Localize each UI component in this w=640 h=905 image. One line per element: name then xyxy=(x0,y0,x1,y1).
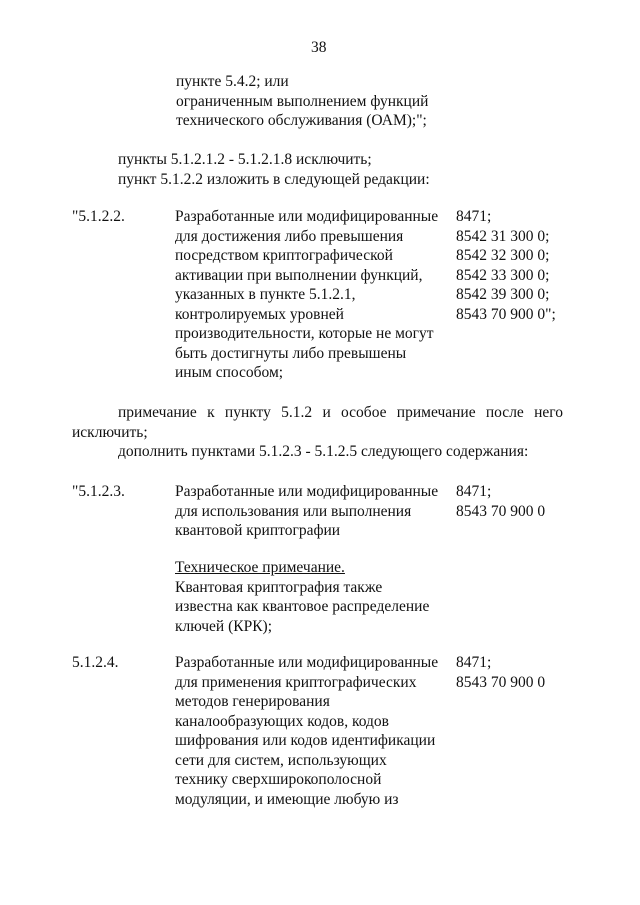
item-5122-codes xyxy=(456,207,556,324)
text-line: пункте 5.4.2; или xyxy=(176,73,289,90)
text-line: Разработанные или модифицированные xyxy=(175,208,439,225)
text-line: модуляции, и имеющие любую из xyxy=(175,790,399,808)
text-line: иным способом; xyxy=(175,364,284,381)
instructions-block-1 xyxy=(118,150,430,189)
code-line: 8471; xyxy=(456,208,492,225)
text-line: каналообразующих кодов, кодов xyxy=(175,712,389,730)
text-line: Разработанные или модифицированные xyxy=(175,483,439,500)
code-line: 8471; xyxy=(456,483,492,500)
code-line: 8543 70 900 0 xyxy=(456,502,546,520)
item-5123-codes xyxy=(456,482,545,521)
text-line: активации при выполнении функций, xyxy=(175,266,423,284)
text-line: квантовой криптографии xyxy=(175,522,341,539)
code-line: 8542 32 300 0; xyxy=(456,247,550,264)
item-5124-codes xyxy=(456,653,545,692)
instruction-line: исключить; xyxy=(72,423,148,441)
item-number-5124: 5.1.2.4. xyxy=(72,654,119,671)
text-line: для применения криптографических xyxy=(175,673,417,691)
instruction-line: примечание к пункту 5.1.2 и особое примечание после него xyxy=(118,404,563,421)
instruction-line: дополнить пунктами 5.1.2.3 - 5.1.2.5 следующего содержания: xyxy=(118,443,529,460)
text-line: шифрования или кодов идентификации xyxy=(175,732,436,749)
code-line: 8542 39 300 0; xyxy=(456,286,550,303)
code-line: 8542 33 300 0; xyxy=(456,266,550,284)
text-line: известна как квантовое распределение xyxy=(175,598,430,615)
technical-note-title: Техническое примечание. xyxy=(175,559,345,576)
item-5122-description xyxy=(175,207,438,383)
text-line: Разработанные или модифицированные xyxy=(175,654,439,671)
top-continuation xyxy=(176,72,428,131)
text-line: посредством криптографической xyxy=(175,247,393,264)
item-number-5123: "5.1.2.3. xyxy=(72,483,125,500)
code-line: 8471; xyxy=(456,654,492,671)
text-line: для достижения либо превышения xyxy=(175,227,404,245)
technical-note xyxy=(175,558,429,636)
item-5124-description xyxy=(175,653,438,809)
text-line: указанных в пункте 5.1.2.1, xyxy=(175,286,356,303)
instructions-block-2 xyxy=(72,403,563,462)
text-line: Квантовая криптография также xyxy=(175,578,383,596)
instruction-line: пункт 5.1.2.2 изложить в следующей редакции: xyxy=(118,170,430,188)
item-number-5122: "5.1.2.2. xyxy=(72,208,125,225)
text-line: сети для систем, использующих xyxy=(175,751,387,769)
text-line: производительности, которые не могут xyxy=(175,325,434,342)
text-line: методов генерирования xyxy=(175,693,330,710)
text-line: ограниченным выполнением функций xyxy=(176,92,429,110)
text-line: технического обслуживания (ОАМ);"; xyxy=(176,112,427,129)
text-line: контролируемых уровней xyxy=(175,305,344,323)
item-5123-description xyxy=(175,482,438,541)
text-line: для использования или выполнения xyxy=(175,502,412,520)
page-number: 38 xyxy=(311,39,327,56)
code-line: 8543 70 900 0"; xyxy=(456,305,556,323)
code-line: 8543 70 900 0 xyxy=(456,673,546,691)
text-line: ключей (КРК); xyxy=(175,617,273,635)
code-line: 8542 31 300 0; xyxy=(456,227,550,245)
text-line: технику сверхширокополосной xyxy=(175,771,382,788)
instruction-line: пункты 5.1.2.1.2 - 5.1.2.1.8 исключить; xyxy=(118,151,372,168)
text-line: быть достигнуты либо превышены xyxy=(175,344,407,362)
